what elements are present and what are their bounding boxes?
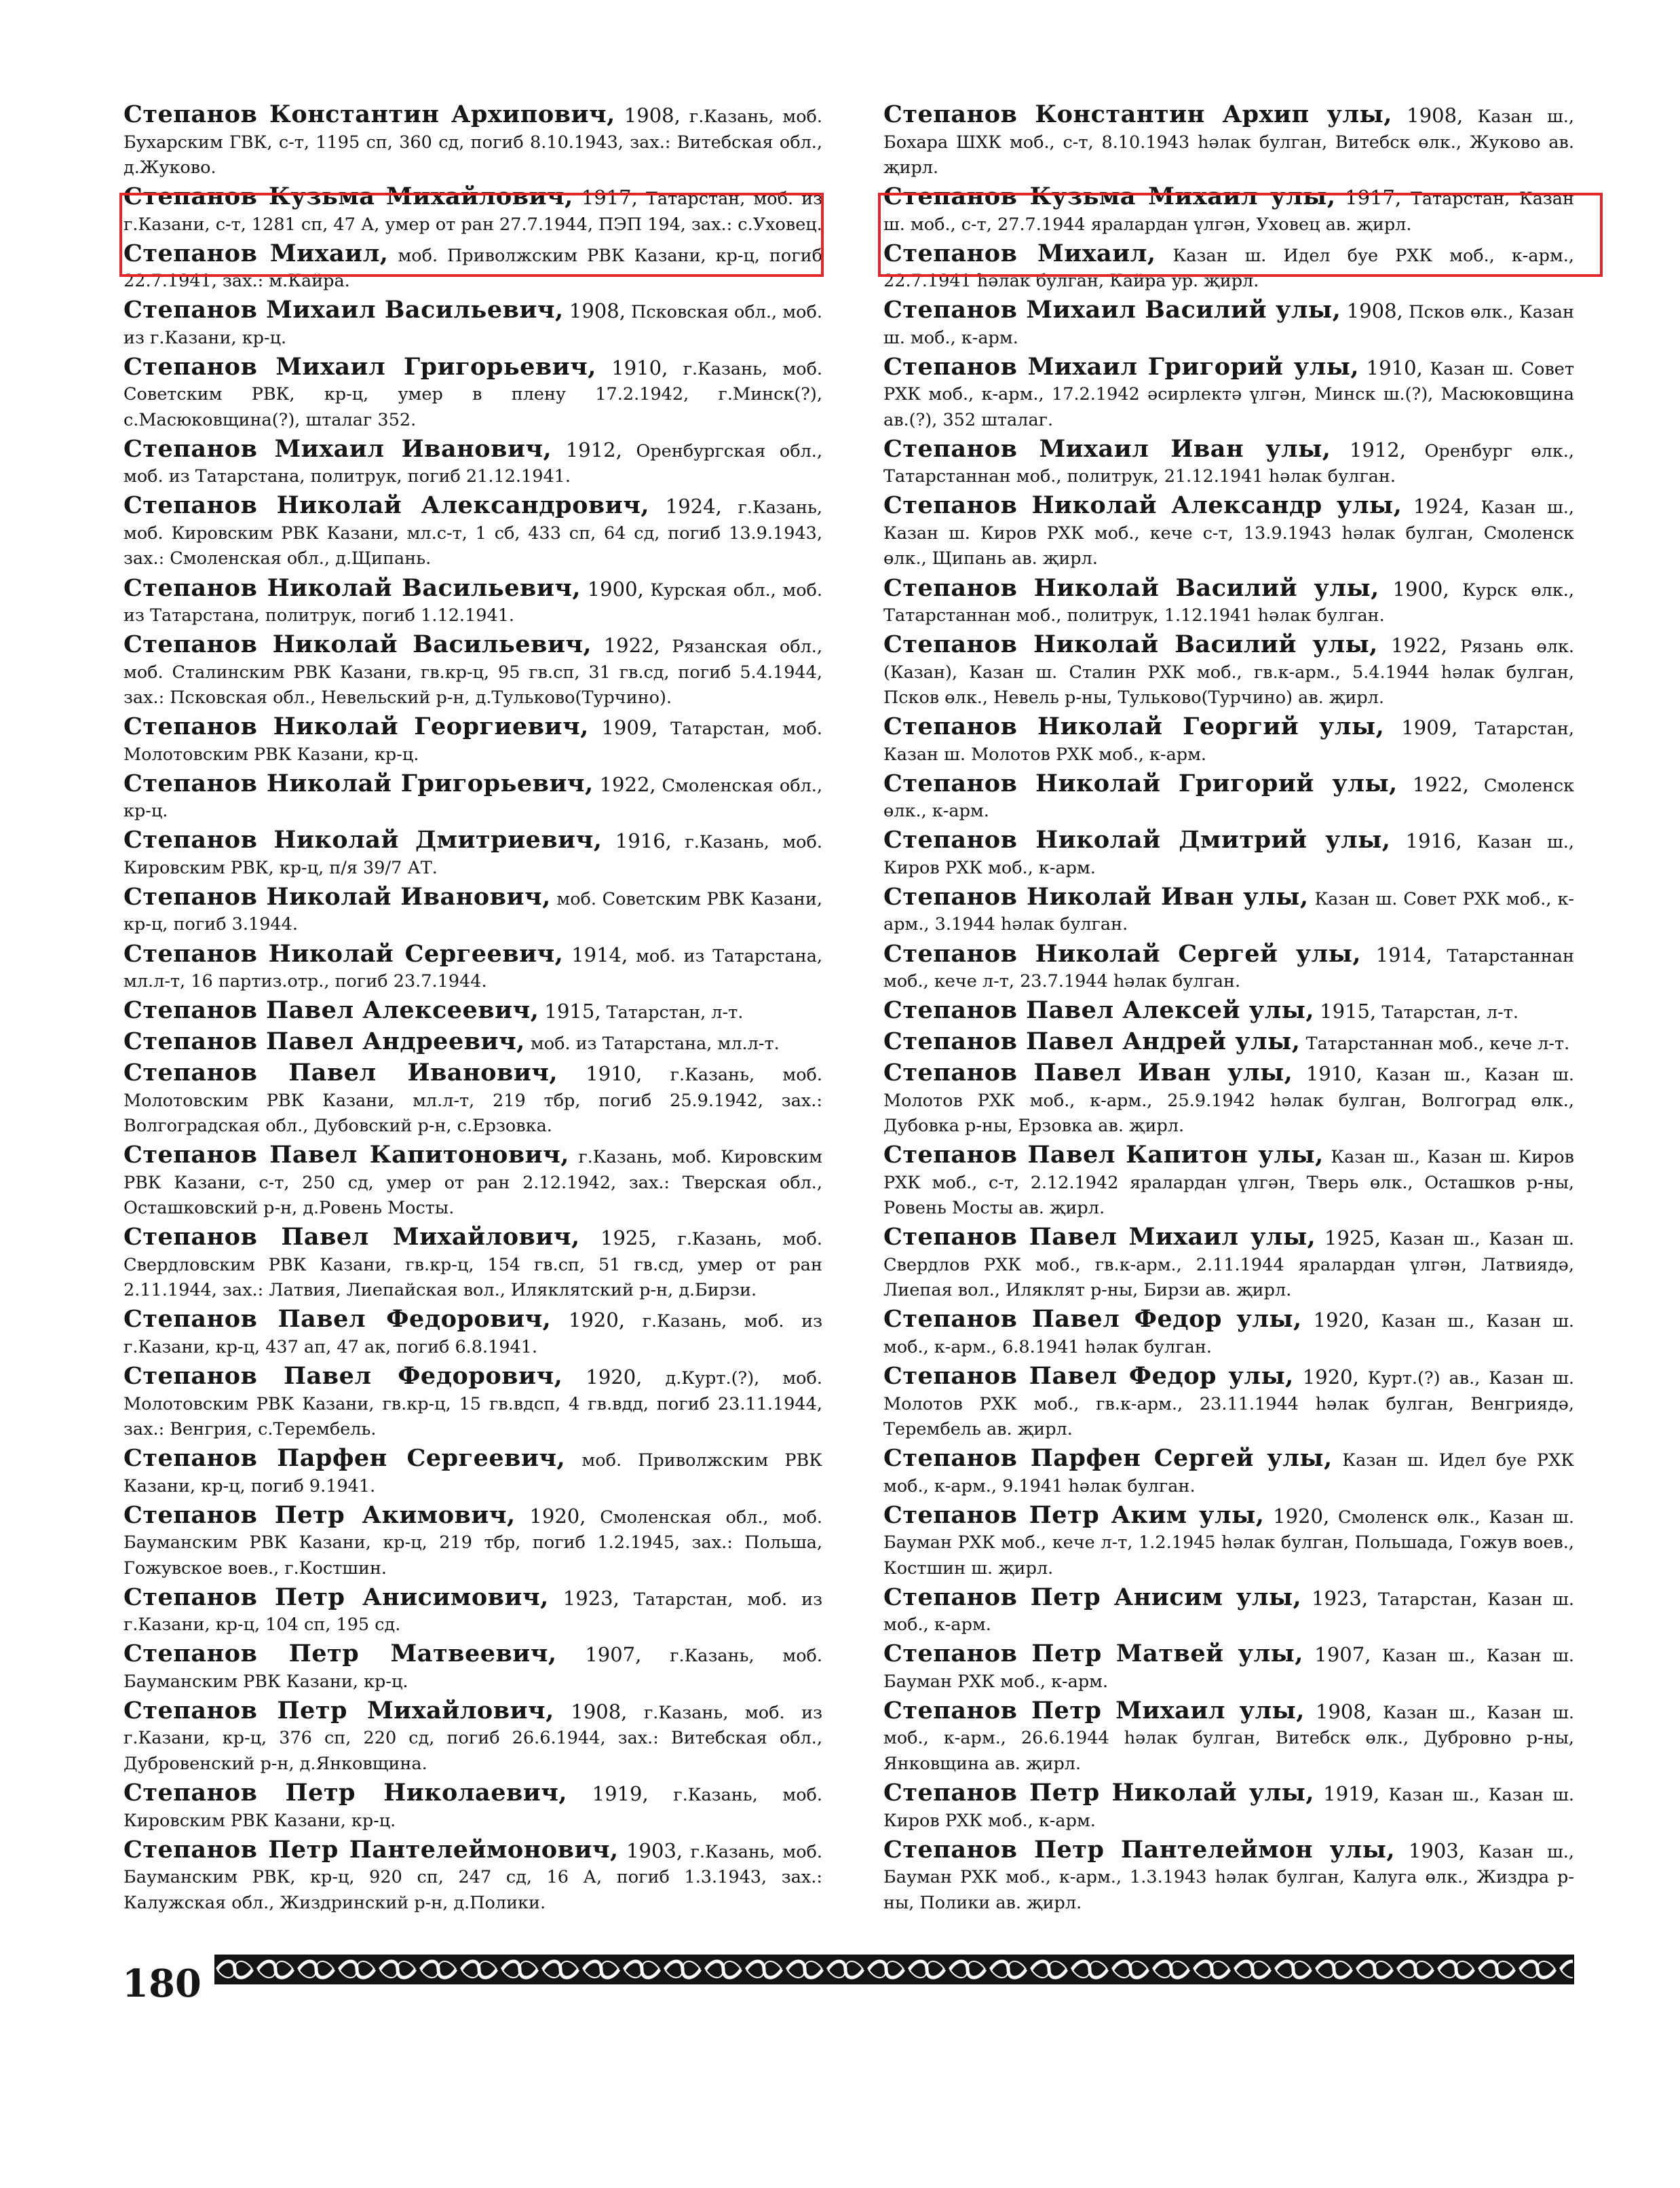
- person-name: Степанов Петр Михаил улы,: [883, 1696, 1305, 1724]
- record-details: Татарстаннан моб., кече л-т.: [1305, 1034, 1570, 1055]
- record-entry: [123, 1698, 822, 1777]
- record-entry: [123, 1363, 822, 1443]
- record-entry: [123, 241, 822, 295]
- record-details: Татарстан, моб. Молотовским РВК Казани, кр-ц.: [123, 719, 823, 765]
- record-entry: [123, 941, 822, 995]
- record-entry: [883, 1142, 1574, 1222]
- birth-year: 1914,: [571, 943, 628, 966]
- birth-year: 1920,: [586, 1365, 643, 1389]
- person-name: Степанов Павел Михаил улы,: [883, 1223, 1316, 1251]
- person-name: Степанов Павел Федор улы,: [883, 1362, 1294, 1391]
- record-details: г.Казань, моб. Бухарским ГВК, с-т, 1195 сп, 360 сд, погиб 8.10.1943, зах.: Витебская обл., д.Жуково.: [123, 107, 822, 178]
- person-name: Степанов Михаил,: [123, 239, 389, 267]
- record-details: г.Казань, моб. Молотовским РВК Казани, мл.л-т, 219 тбр, погиб 25.9.1942, зах.: Волгоградская обл., Дубовский р-н, с.Ерзовка.: [123, 1065, 822, 1137]
- record-details: Казан ш., Казан ш. моб., к-арм., 26.6.1944 һәлак булган, Витебск өлк., Дубровно р-ны, Янковщина ав. җирл.: [883, 1702, 1575, 1774]
- decorative-border-ornament: [214, 1955, 1574, 1984]
- record-details: д.Курт.(?), моб. Молотовским РВК Казани, гв.кр-ц, 15 гв.вдсп, 4 гв.вдд, погиб 23.11.1944, зах.: Венгрия, с.Терембель.: [123, 1368, 822, 1440]
- record-entry: [123, 714, 822, 768]
- birth-year: 1900,: [587, 577, 644, 601]
- record-entry: [123, 436, 822, 490]
- record-entry: [123, 102, 822, 181]
- record-entry: [883, 771, 1574, 825]
- record-entry: [123, 632, 822, 711]
- birth-year: 1920,: [1313, 1308, 1370, 1332]
- record-entry: [883, 998, 1574, 1026]
- person-name: Степанов Константин Архип улы,: [883, 100, 1392, 128]
- record-entry: [883, 1698, 1574, 1777]
- person-name: Степанов Петр Пантелеймон улы,: [883, 1835, 1396, 1864]
- person-name: Степанов Михаил,: [883, 239, 1156, 267]
- record-details: Казан ш., Казан ш. Молотов РХК моб., к-арм., 25.9.1942 һәлак булган, Волгоград өлк., Дубовка р-ны, Ерзовка ав. җирл.: [883, 1065, 1574, 1137]
- record-entry: [883, 941, 1574, 995]
- birth-year: 1907,: [1314, 1643, 1371, 1667]
- record-entry: [123, 1224, 822, 1304]
- record-entry: [123, 771, 822, 825]
- record-details: г.Казань, моб. Советским РВК, кр-ц, умер в плену 17.2.1942, г.Минск(?), с.Масюковщина(?), шталаг 352.: [123, 358, 823, 430]
- record-entry: [123, 1641, 822, 1695]
- record-details: Казан ш. Идел буе РХК моб., к-арм., 22.7.1941 һәлак булган, Кайра ур. җирл.: [883, 245, 1574, 292]
- person-name: Степанов Николай Васильевич,: [123, 573, 581, 602]
- record-details: г.Казань, моб. Кировским РВК Казани, кр-ц.: [123, 1785, 823, 1831]
- record-entry: [123, 1503, 822, 1582]
- record-details: Казан ш., Казан ш. Киров РХК моб., кече с-т, 13.9.1943 һәлак булган, Смоленск өлк., Щипань ав. җирл.: [883, 497, 1574, 569]
- record-details: г.Казань, моб. Кировским РВК Казани, мл.с-т, 1 сб, 433 сп, 64 сд, погиб 13.9.1943, зах.: Смоленская обл., д.Щипань.: [123, 497, 823, 569]
- record-entry: [883, 1060, 1574, 1139]
- birth-year: 1917,: [1345, 186, 1402, 210]
- record-details: Казан ш., Казан ш. Киров РХК моб., с-т, 2.12.1942 яралардан үлгән, Тверь өлк., Осташков р-ны, Ровень Мосты ав. җирл.: [883, 1147, 1574, 1219]
- birth-year: 1923,: [1312, 1586, 1369, 1610]
- record-entry: [883, 1503, 1574, 1582]
- record-details: г.Казань, моб. Кировским РВК Казани, с-т, 250 сд, умер от ран 2.12.1942, зах.: Тверская обл., Осташковский р-н, д.Ровень Мосты.: [123, 1147, 822, 1219]
- record-details: Татарстан, Казан ш. Молотов РХК моб., к-арм.: [883, 719, 1575, 765]
- birth-year: 1908,: [569, 299, 626, 323]
- person-name: Степанов Павел Капитон улы,: [883, 1141, 1324, 1169]
- birth-year: 1920,: [529, 1504, 586, 1528]
- person-name: Степанов Николай Григорьевич,: [123, 769, 594, 797]
- person-name: Степанов Павел Федор улы,: [883, 1305, 1302, 1334]
- birth-year: 1908,: [571, 1699, 628, 1723]
- person-name: Степанов Михаил Васильевич,: [123, 296, 564, 324]
- record-entry: [123, 573, 823, 629]
- person-name: Степанов Николай Иван улы,: [883, 882, 1309, 911]
- birth-year: 1915,: [544, 1000, 601, 1023]
- left-column-russian: [123, 102, 822, 1916]
- record-details: Казан ш., Киров РХК моб., к-арм.: [883, 832, 1575, 878]
- record-entry: [883, 714, 1574, 768]
- person-name: Степанов Петр Николаевич,: [123, 1779, 568, 1807]
- birth-year: 1908,: [1407, 104, 1464, 127]
- record-details: Казан ш., Казан ш. Бауман РХК моб., к-арм.: [883, 1646, 1575, 1692]
- person-name: Степанов Кузьма Михайлович,: [123, 183, 573, 211]
- record-entry: [123, 184, 822, 238]
- birth-year: 1922,: [1390, 634, 1447, 658]
- person-name: Степанов Михаил Григорий улы,: [883, 352, 1360, 381]
- record-entry: [883, 297, 1574, 351]
- person-name: Степанов Николай Сергеевич,: [123, 939, 564, 968]
- birth-year: 1914,: [1375, 943, 1432, 966]
- record-entry: [883, 436, 1574, 490]
- birth-year: 1920,: [569, 1308, 626, 1332]
- record-details: Татарстан, моб. из г.Казани, кр-ц, 104 сп, 195 сд.: [123, 1589, 822, 1636]
- page-number: 180: [122, 1961, 202, 2006]
- person-name: Степанов Парфен Сергеевич,: [123, 1444, 566, 1473]
- record-entry: [123, 884, 822, 938]
- record-entry: [123, 1446, 822, 1499]
- birth-year: 1910,: [611, 356, 668, 379]
- person-name: Степанов Николай Александрович,: [123, 491, 650, 520]
- record-entry: [123, 1306, 822, 1360]
- record-details: г.Казань, моб. Кировским РВК, кр-ц, п/я 39/7 АТ.: [123, 832, 822, 878]
- birth-year: 1919,: [592, 1782, 649, 1806]
- record-details: Псковская обл., моб. из г.Казани, кр-ц.: [123, 302, 822, 348]
- person-name: Степанов Николай Дмитриевич,: [123, 826, 603, 854]
- birth-year: 1912,: [565, 438, 622, 461]
- birth-year: 1925,: [1324, 1226, 1381, 1250]
- birth-year: 1924,: [1413, 495, 1470, 518]
- birth-year: 1919,: [1323, 1782, 1380, 1806]
- person-name: Степанов Павел Андрей улы,: [883, 1027, 1301, 1056]
- person-name: Степанов Николай Иванович,: [123, 882, 551, 911]
- birth-year: 1910,: [586, 1062, 643, 1086]
- birth-year: 1920,: [1273, 1504, 1330, 1528]
- record-entry: [883, 102, 1574, 181]
- record-details: Казан ш. Идел буе РХК моб., к-арм., 9.1941 һәлак булган.: [883, 1450, 1574, 1496]
- record-entry: [883, 1446, 1574, 1499]
- person-name: Степанов Парфен Сергей улы,: [883, 1444, 1333, 1473]
- person-name: Степанов Петр Анисимович,: [123, 1583, 549, 1611]
- birth-year: 1922,: [603, 634, 660, 658]
- record-entry: [123, 1029, 822, 1057]
- birth-year: 1922,: [599, 772, 656, 796]
- record-entry: [123, 493, 822, 572]
- record-details: моб. Приволжским РВК Казани, кр-ц, погиб 22.7.1941, зах.: м.Кайра.: [123, 245, 822, 292]
- birth-year: 1909,: [1401, 716, 1458, 740]
- record-details: Татарстаннан моб., кече л-т, 23.7.1944 һәлак булган.: [883, 945, 1574, 992]
- record-details: Рязанская обл., моб. Сталинским РВК Казани, гв.кр-ц, 95 гв.сп, 31 гв.сд, погиб 5.4.1944, зах.: Псковская обл., Невельский р-н, д.Тульково(Турчино).: [123, 637, 823, 709]
- person-name: Степанов Павел Алексей улы,: [883, 996, 1315, 1025]
- record-details: г.Казань, моб. из г.Казани, кр-ц, 376 сп, 220 сд, погиб 26.6.1944, зах.: Витебская обл., Дубровенский р-н, д.Янковщина.: [123, 1702, 822, 1774]
- record-details: Татарстан, л-т.: [606, 1002, 744, 1023]
- person-name: Степанов Михаил Иванович,: [123, 434, 552, 463]
- record-details: Казан ш., Бауман РХК моб., к-арм., 1.3.1943 һәлак булган, Калуга өлк., Жиздра р-ны, Полики ав. җирл.: [883, 1841, 1575, 1913]
- person-name: Степанов Петр Акимович,: [123, 1501, 516, 1529]
- record-entry: [883, 493, 1574, 572]
- record-entry: [883, 1363, 1574, 1443]
- birth-year: 1903,: [1409, 1838, 1466, 1862]
- person-name: Степанов Кузьма Михаил улы,: [883, 183, 1336, 211]
- birth-year: 1922,: [1412, 772, 1469, 796]
- birth-year: 1908,: [1316, 1699, 1373, 1723]
- record-entry: [883, 241, 1574, 295]
- record-details: моб. из Татарстана, мл.л-т.: [530, 1034, 780, 1055]
- person-name: Степанов Николай Александр улы,: [883, 491, 1402, 520]
- person-name: Степанов Павел Иван улы,: [883, 1059, 1293, 1087]
- record-entry: [123, 1780, 822, 1834]
- person-name: Степанов Михаил Григорьевич,: [123, 352, 596, 381]
- person-name: Степанов Николай Василий улы,: [883, 630, 1378, 659]
- person-name: Степанов Николай Георгий улы,: [883, 713, 1385, 741]
- record-details: Рязань өлк. (Казан), Казан ш. Сталин РХК моб., гв.к-арм., 5.4.1944 һәлак булган, Псков өлк., Невель р-ны, Тульково(Турчино) ав. җирл.: [883, 637, 1574, 709]
- record-details: Смоленская обл., моб. Бауманским РВК Казани, кр-ц, 219 тбр, погиб 1.2.1945, зах.: Польша, Гожувское воев., г.Костшин.: [123, 1507, 823, 1579]
- record-entry: [883, 1837, 1574, 1917]
- birth-year: 1910,: [1366, 356, 1423, 379]
- person-name: Степанов Павел Алексеевич,: [123, 996, 539, 1025]
- birth-year: 1912,: [1349, 438, 1406, 461]
- record-details: моб. Приволжским РВК Казани, кр-ц, погиб 9.1941.: [123, 1450, 823, 1496]
- record-entry: [883, 1224, 1574, 1304]
- record-details: Татарстан, моб. из г.Казани, с-т, 1281 сп, 47 А, умер от ран 27.7.1944, ПЭП 194, зах.: с.Уховец.: [123, 189, 822, 235]
- record-entry: [883, 184, 1574, 238]
- birth-year: 1915,: [1320, 1000, 1377, 1023]
- person-name: Степанов Михаил Василий улы,: [883, 296, 1341, 324]
- record-entry: [883, 827, 1574, 881]
- record-details: г.Казань, моб. Свердловским РВК Казани, гв.кр-ц, 154 гв.сп, 51 гв.сд, умер от ран 2.11.1944, зах.: Латвия, Лиепайская вол., Иляклятский р-н, д.Бирзи.: [123, 1229, 822, 1301]
- person-name: Степанов Павел Иванович,: [123, 1059, 558, 1087]
- record-details: Татарстан, л-т.: [1381, 1002, 1519, 1023]
- person-name: Степанов Николай Григорий улы,: [883, 769, 1398, 797]
- record-details: Татарстан, Казан ш. моб., с-т, 27.7.1944 яралардан үлгән, Уховец ав. җирл.: [883, 189, 1575, 235]
- record-details: Смоленск өлк., Казан ш. Бауман РХК моб., кече л-т, 1.2.1945 һәлак булган, Польшада, Гожув воев., Костшин ш. җирл.: [883, 1507, 1574, 1579]
- person-name: Степанов Павел Капитонович,: [123, 1141, 569, 1169]
- person-name: Степанов Николай Сергей улы,: [883, 939, 1362, 968]
- person-name: Степанов Николай Василий улы,: [883, 573, 1379, 602]
- record-entry: [883, 1585, 1574, 1638]
- record-entry: [123, 827, 822, 881]
- person-name: Степанов Петр Михайлович,: [123, 1696, 554, 1724]
- right-column-tatar: [883, 102, 1574, 1916]
- record-details: Курская обл., моб. из Татарстана, политрук, погиб 1.12.1941.: [123, 580, 823, 626]
- person-name: Степанов Николай Дмитрий улы,: [883, 826, 1391, 854]
- record-details: Смоленск өлк., к-арм.: [883, 775, 1575, 822]
- birth-year: 1920,: [1302, 1365, 1359, 1389]
- record-details: Казан ш., Казан ш. моб., к-арм., 6.8.1941 һәлак булган.: [883, 1311, 1575, 1357]
- person-name: Степанов Николай Георгиевич,: [123, 713, 589, 741]
- record-details: Оренбургская обл., моб. из Татарстана, политрук, погиб 21.12.1941.: [123, 440, 823, 487]
- birth-year: 1909,: [601, 716, 658, 740]
- record-details: Оренбург өлк., Татарстаннан моб., политрук, 21.12.1941 һәлак булган.: [883, 440, 1574, 487]
- person-name: Степанов Павел Федорович,: [123, 1305, 552, 1334]
- record-entry: [883, 354, 1574, 434]
- record-entry: [123, 354, 822, 434]
- birth-year: 1900,: [1392, 577, 1449, 601]
- person-name: Степанов Павел Федорович,: [123, 1362, 563, 1391]
- record-entry: [883, 1780, 1574, 1834]
- person-name: Степанов Николай Васильевич,: [123, 630, 592, 659]
- person-name: Степанов Константин Архипович,: [123, 100, 615, 128]
- record-details: Казан ш., Казан ш. Киров РХК моб., к-арм.: [883, 1785, 1575, 1831]
- birth-year: 1916,: [1405, 829, 1462, 853]
- birth-year: 1923,: [562, 1586, 619, 1610]
- person-name: Степанов Петр Аким улы,: [883, 1501, 1265, 1529]
- person-name: Степанов Петр Матвей улы,: [883, 1640, 1303, 1668]
- record-details: Курт.(?) ав., Казан ш. Молотов РХК моб., гв.к-арм., 23.11.1944 һәлак булган, Венгриядә, Терембель ав. җирл.: [883, 1368, 1575, 1440]
- record-details: г.Казань, моб. из г.Казани, кр-ц, 437 ап, 47 ак, погиб 6.8.1941.: [123, 1311, 822, 1357]
- record-entry: [883, 632, 1574, 711]
- birth-year: 1903,: [626, 1838, 683, 1862]
- person-name: Степанов Петр Николай улы,: [883, 1779, 1315, 1807]
- birth-year: 1925,: [600, 1226, 657, 1250]
- birth-year: 1908,: [624, 104, 681, 127]
- record-entry: [883, 1029, 1574, 1057]
- record-details: Казан ш., Казан ш. Свердлов РХК моб., гв.к-арм., 2.11.1944 яралардан үлгән, Латвиядә, Лиепая вол., Иляклят р-ны, Бирзи ав. җирл.: [883, 1229, 1575, 1301]
- birth-year: 1908,: [1346, 299, 1403, 323]
- record-details: г.Казань, моб. Бауманским РВК, кр-ц, 920 сп, 247 сд, 16 А, погиб 1.3.1943, зах.: Калужская обл., Жиздринский р-н, д.Полики.: [123, 1841, 822, 1913]
- record-details: моб. Советским РВК Казани, кр-ц, погиб 3.1944.: [123, 888, 822, 935]
- record-details: г.Казань, моб. Бауманским РВК Казани, кр-ц.: [123, 1646, 822, 1692]
- record-entry: [123, 1060, 822, 1139]
- birth-year: 1907,: [585, 1643, 642, 1667]
- birth-year: 1924,: [665, 495, 722, 518]
- record-details: Курск өлк., Татарстаннан моб., политрук, 1.12.1941 һәлак булган.: [883, 580, 1574, 626]
- record-entry: [883, 1306, 1574, 1360]
- person-name: Степанов Петр Пантелеймонович,: [123, 1835, 619, 1864]
- birth-year: 1917,: [581, 186, 638, 210]
- person-name: Степанов Михаил Иван улы,: [883, 434, 1331, 463]
- birth-year: 1916,: [615, 829, 672, 853]
- record-details: Татарстан, Казан ш. моб., к-арм.: [883, 1589, 1574, 1636]
- record-entry: [123, 1837, 822, 1917]
- record-entry: [883, 573, 1574, 629]
- record-entry: [883, 1641, 1574, 1695]
- person-name: Степанов Петр Анисим улы,: [883, 1583, 1302, 1611]
- record-details: Казан ш. Совет РХК моб., к-арм., 3.1944 һәлак булган.: [883, 888, 1575, 935]
- record-details: Казан ш., Бохара ШХК моб., с-т, 8.10.1943 һәлак булган, Витебск өлк., Жуково ав. җирл.: [883, 107, 1574, 178]
- record-entry: [123, 297, 822, 351]
- record-entry: [123, 998, 822, 1026]
- birth-year: 1910,: [1305, 1062, 1362, 1086]
- record-details: моб. из Татарстана, мл.л-т, 16 партиз.отр., погиб 23.7.1944.: [123, 945, 823, 992]
- record-entry: [123, 1142, 822, 1222]
- person-name: Степанов Павел Андреевич,: [123, 1027, 525, 1056]
- record-details: Казан ш. Совет РХК моб., к-арм., 17.2.1942 әсирлектә үлгән, Минск ш.(?), Масюковщина ав.(?), 352 шталаг.: [883, 358, 1575, 430]
- record-details: Смоленская обл., кр-ц.: [123, 775, 822, 822]
- record-entry: [883, 884, 1574, 938]
- record-entry: [123, 1585, 822, 1638]
- person-name: Степанов Петр Матвеевич,: [123, 1640, 557, 1668]
- person-name: Степанов Павел Михайлович,: [123, 1223, 580, 1251]
- record-details: Псков өлк., Казан ш. моб., к-арм.: [883, 302, 1575, 348]
